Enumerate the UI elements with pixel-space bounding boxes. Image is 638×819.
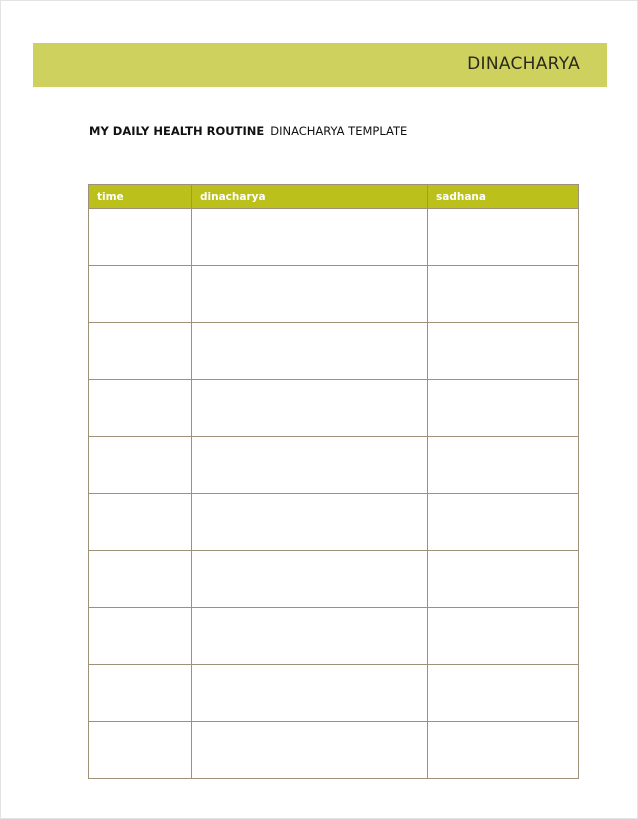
routine-table — [88, 184, 579, 779]
sadhana-cell[interactable] — [428, 437, 579, 494]
time-cell[interactable] — [89, 722, 192, 779]
time-cell[interactable] — [89, 209, 192, 266]
column-header-dinacharya: dinacharya — [192, 185, 428, 209]
table-row — [89, 323, 579, 380]
sadhana-cell[interactable] — [428, 209, 579, 266]
header-band — [33, 43, 607, 87]
column-header-time: time — [89, 185, 192, 209]
sadhana-cell[interactable] — [428, 380, 579, 437]
dinacharya-cell[interactable] — [192, 608, 428, 665]
dinacharya-cell[interactable] — [192, 437, 428, 494]
dinacharya-cell[interactable] — [192, 323, 428, 380]
dinacharya-cell[interactable] — [192, 494, 428, 551]
table-row — [89, 494, 579, 551]
table-header-row — [89, 185, 579, 209]
dinacharya-cell[interactable] — [192, 551, 428, 608]
table-row — [89, 266, 579, 323]
table-row — [89, 665, 579, 722]
dinacharya-cell[interactable] — [192, 380, 428, 437]
time-cell[interactable] — [89, 437, 192, 494]
time-cell[interactable] — [89, 323, 192, 380]
dinacharya-cell[interactable] — [192, 209, 428, 266]
dinacharya-cell[interactable] — [192, 266, 428, 323]
sadhana-cell[interactable] — [428, 551, 579, 608]
sadhana-cell[interactable] — [428, 494, 579, 551]
subtitle-bold: MY DAILY HEALTH ROUTINE — [89, 124, 265, 138]
sadhana-cell[interactable] — [428, 665, 579, 722]
time-cell[interactable] — [89, 380, 192, 437]
header-title: DINACHARYA — [467, 54, 580, 74]
subtitle-regular: DINACHARYA TEMPLATE — [270, 124, 408, 138]
time-cell[interactable] — [89, 551, 192, 608]
table-row — [89, 722, 579, 779]
dinacharya-cell[interactable] — [192, 722, 428, 779]
sadhana-cell[interactable] — [428, 266, 579, 323]
table-row — [89, 608, 579, 665]
time-cell[interactable] — [89, 266, 192, 323]
time-cell[interactable] — [89, 608, 192, 665]
table-row — [89, 380, 579, 437]
time-cell[interactable] — [89, 665, 192, 722]
sadhana-cell[interactable] — [428, 323, 579, 380]
table-row — [89, 551, 579, 608]
sadhana-cell[interactable] — [428, 722, 579, 779]
table-body — [89, 209, 579, 779]
table-row — [89, 209, 579, 266]
page-subtitle — [89, 124, 407, 138]
dinacharya-cell[interactable] — [192, 665, 428, 722]
table-row — [89, 437, 579, 494]
sadhana-cell[interactable] — [428, 608, 579, 665]
column-header-sadhana: sadhana — [428, 185, 579, 209]
time-cell[interactable] — [89, 494, 192, 551]
